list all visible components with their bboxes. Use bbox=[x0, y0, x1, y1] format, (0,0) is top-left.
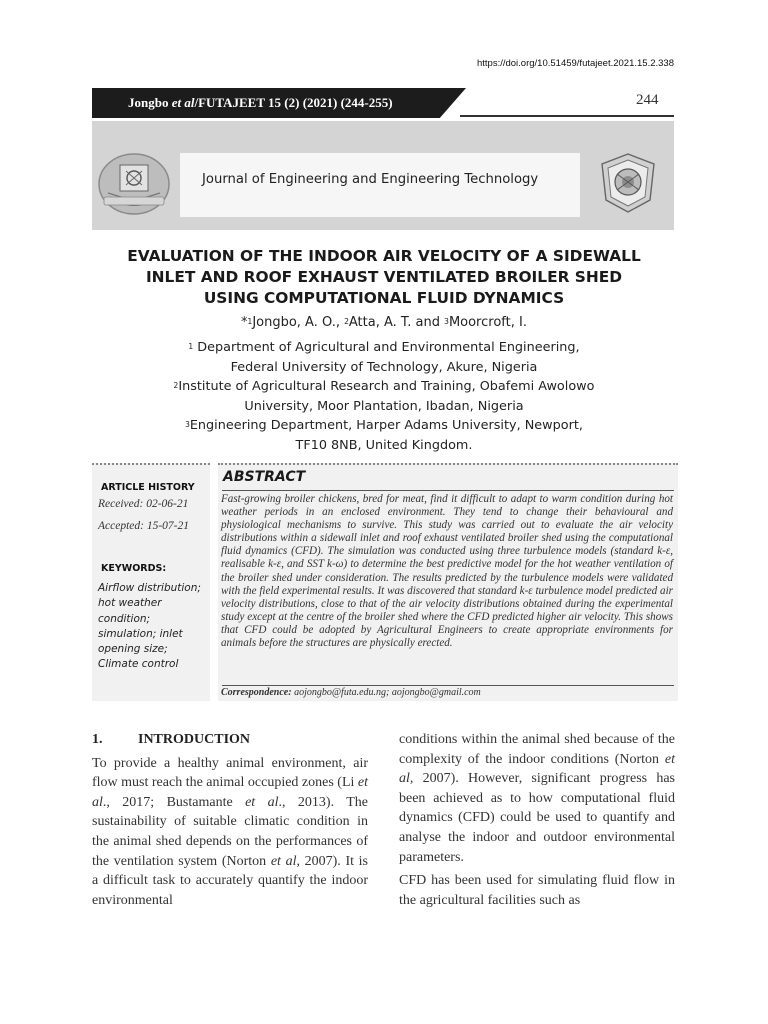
body-paragraph bbox=[92, 754, 368, 911]
affiliation-line bbox=[92, 377, 676, 397]
author-name: Jongbo, A. O., bbox=[252, 315, 345, 330]
abstract-box bbox=[218, 463, 678, 701]
paper-title bbox=[92, 246, 676, 309]
keywords-heading: KEYWORDS: bbox=[101, 563, 167, 574]
text-run-italic: et al bbox=[245, 794, 279, 810]
running-head-citation: /FUTAJEET 15 (2) (2021) (244-255) bbox=[194, 95, 393, 110]
affiliation-line bbox=[92, 416, 676, 436]
corresponding-mark: * bbox=[241, 315, 248, 330]
article-history-heading: ARTICLE HISTORY bbox=[101, 482, 195, 493]
affiliation-text: Department of Agricultural and Environmental Engineering, bbox=[193, 340, 580, 355]
abstract-text: Fast-growing broiler chickens, bred for meat, find it difficult to adapt to warm condition during hot weather periods in an enclosed environment. They tend to change their behavioural and physiological mechanisms to survive. This study was carried out to evaluate the air velocity distributions within a sidewall inlet and roof exhaust ventilated broiler shed using the computational fluid dynamics (CFD). The simulation was conducted using three turbulence models (standard k-ε, realisable k-ε, and SST k-ω) to determine the best predictive model for the hot weather ventilation of the broiler shed under consideration. The results predicted by the turbulence models were validated with the field experimental results. It was discovered that standard k-ε turbulence model predicted air velocity distributions, close to that of the air velocity distributions obtained during the experimental study except at the centre of the broiler shed where the CFD predicted higher air velocity. This shows that CFD could be adopted by Agricultural Engineers to create appropriate environments for animals before the structures are physically erected. bbox=[221, 493, 673, 650]
received-date: Received: 02-06-21 bbox=[98, 498, 189, 510]
author-list bbox=[92, 313, 676, 333]
affiliation-sup: 3 bbox=[185, 420, 190, 429]
affiliation-line: University, Moor Plantation, Ibadan, Nigeria bbox=[244, 398, 524, 414]
running-head-etal: et al bbox=[171, 95, 195, 110]
affiliation-line bbox=[92, 338, 676, 358]
body-column-left bbox=[92, 730, 368, 914]
text-run: , 2007). It is a difficult task to accurately quantify the indoor environmental bbox=[92, 853, 368, 908]
abstract-divider bbox=[222, 490, 674, 491]
affiliation-text: Institute of Agricultural Research and Training, Obafemi Awolowo bbox=[178, 379, 595, 394]
text-run: To provide a healthy animal environment, air flow must reach the animal occupied zones (Li bbox=[92, 755, 368, 791]
affiliation-line: Federal University of Technology, Akure, Nigeria bbox=[230, 359, 538, 375]
page-number: 244 bbox=[636, 92, 659, 108]
correspondence bbox=[221, 687, 481, 698]
text-run: ., 2013). The sustainability of suitable climatic condition in the animal shed depends on the performances of the ventilation system (Norton bbox=[92, 794, 368, 869]
article-info-sidebar bbox=[92, 463, 210, 701]
author-sup: 2 bbox=[344, 317, 349, 326]
abstract-heading: ABSTRACT bbox=[223, 469, 306, 485]
author-sup: 3 bbox=[444, 317, 449, 326]
university-crest-icon bbox=[96, 151, 172, 217]
running-head-authors: Jongbo bbox=[128, 95, 172, 110]
body-column-right bbox=[399, 730, 675, 914]
text-run: , 2007). However, significant progress has been achieved as to how computational fluid dynamics (CFD) could be used to quantify and analyse the indoor and outdoor environmental parameters. bbox=[399, 771, 675, 865]
body-paragraph: CFD has been used for simulating fluid flow in the agricultural facilities such as bbox=[399, 873, 675, 908]
section-heading bbox=[92, 730, 368, 750]
author-sup: 1 bbox=[247, 317, 253, 326]
affiliation-list bbox=[92, 338, 676, 455]
affiliation-sup: 1 bbox=[188, 342, 194, 351]
title-line: USING COMPUTATIONAL FLUID DYNAMICS bbox=[203, 289, 565, 307]
text-run: ., 2017; Bustamante bbox=[102, 794, 246, 810]
correspondence-label: Correspondence: bbox=[221, 687, 292, 698]
keywords-list: Airflow distribution; hot weather condition; simulation; inlet opening size; Climate control bbox=[98, 582, 201, 671]
text-run-italic: et al bbox=[270, 853, 297, 869]
header-rule bbox=[460, 115, 674, 117]
text-run-italic: et al bbox=[399, 751, 675, 787]
section-title: INTRODUCTION bbox=[138, 732, 251, 747]
correspondence-divider bbox=[222, 685, 674, 686]
author-name: Atta, A. T. and bbox=[348, 315, 445, 330]
journal-seal-icon bbox=[600, 152, 656, 214]
body-paragraph bbox=[399, 730, 675, 867]
journal-name: Journal of Engineering and Engineering Technology bbox=[202, 172, 539, 187]
text-run-italic: et al bbox=[92, 775, 369, 810]
author-name: Moorcroft, I. bbox=[448, 315, 527, 330]
section-number: 1. bbox=[92, 732, 103, 747]
running-head bbox=[128, 95, 393, 111]
text-run: conditions within the animal shed because of the complexity of the indoor conditions (Norton bbox=[399, 732, 675, 767]
affiliation-line: TF10 8NB, United Kingdom. bbox=[295, 437, 473, 453]
correspondence-emails[interactable]: aojongbo@futa.edu.ng; aojongbo@gmail.com bbox=[291, 687, 481, 698]
journal-banner bbox=[92, 121, 674, 230]
affiliation-sup: 2 bbox=[173, 381, 179, 390]
title-line: EVALUATION OF THE INDOOR AIR VELOCITY OF A SIDEWALL bbox=[127, 247, 641, 265]
title-line: INLET AND ROOF EXHAUST VENTILATED BROILER SHED bbox=[145, 268, 623, 286]
accepted-date: Accepted: 15-07-21 bbox=[98, 520, 190, 532]
affiliation-text: Engineering Department, Harper Adams University, Newport, bbox=[189, 418, 583, 433]
doi-link[interactable]: https://doi.org/10.51459/futajeet.2021.15.2.338 bbox=[476, 58, 674, 69]
